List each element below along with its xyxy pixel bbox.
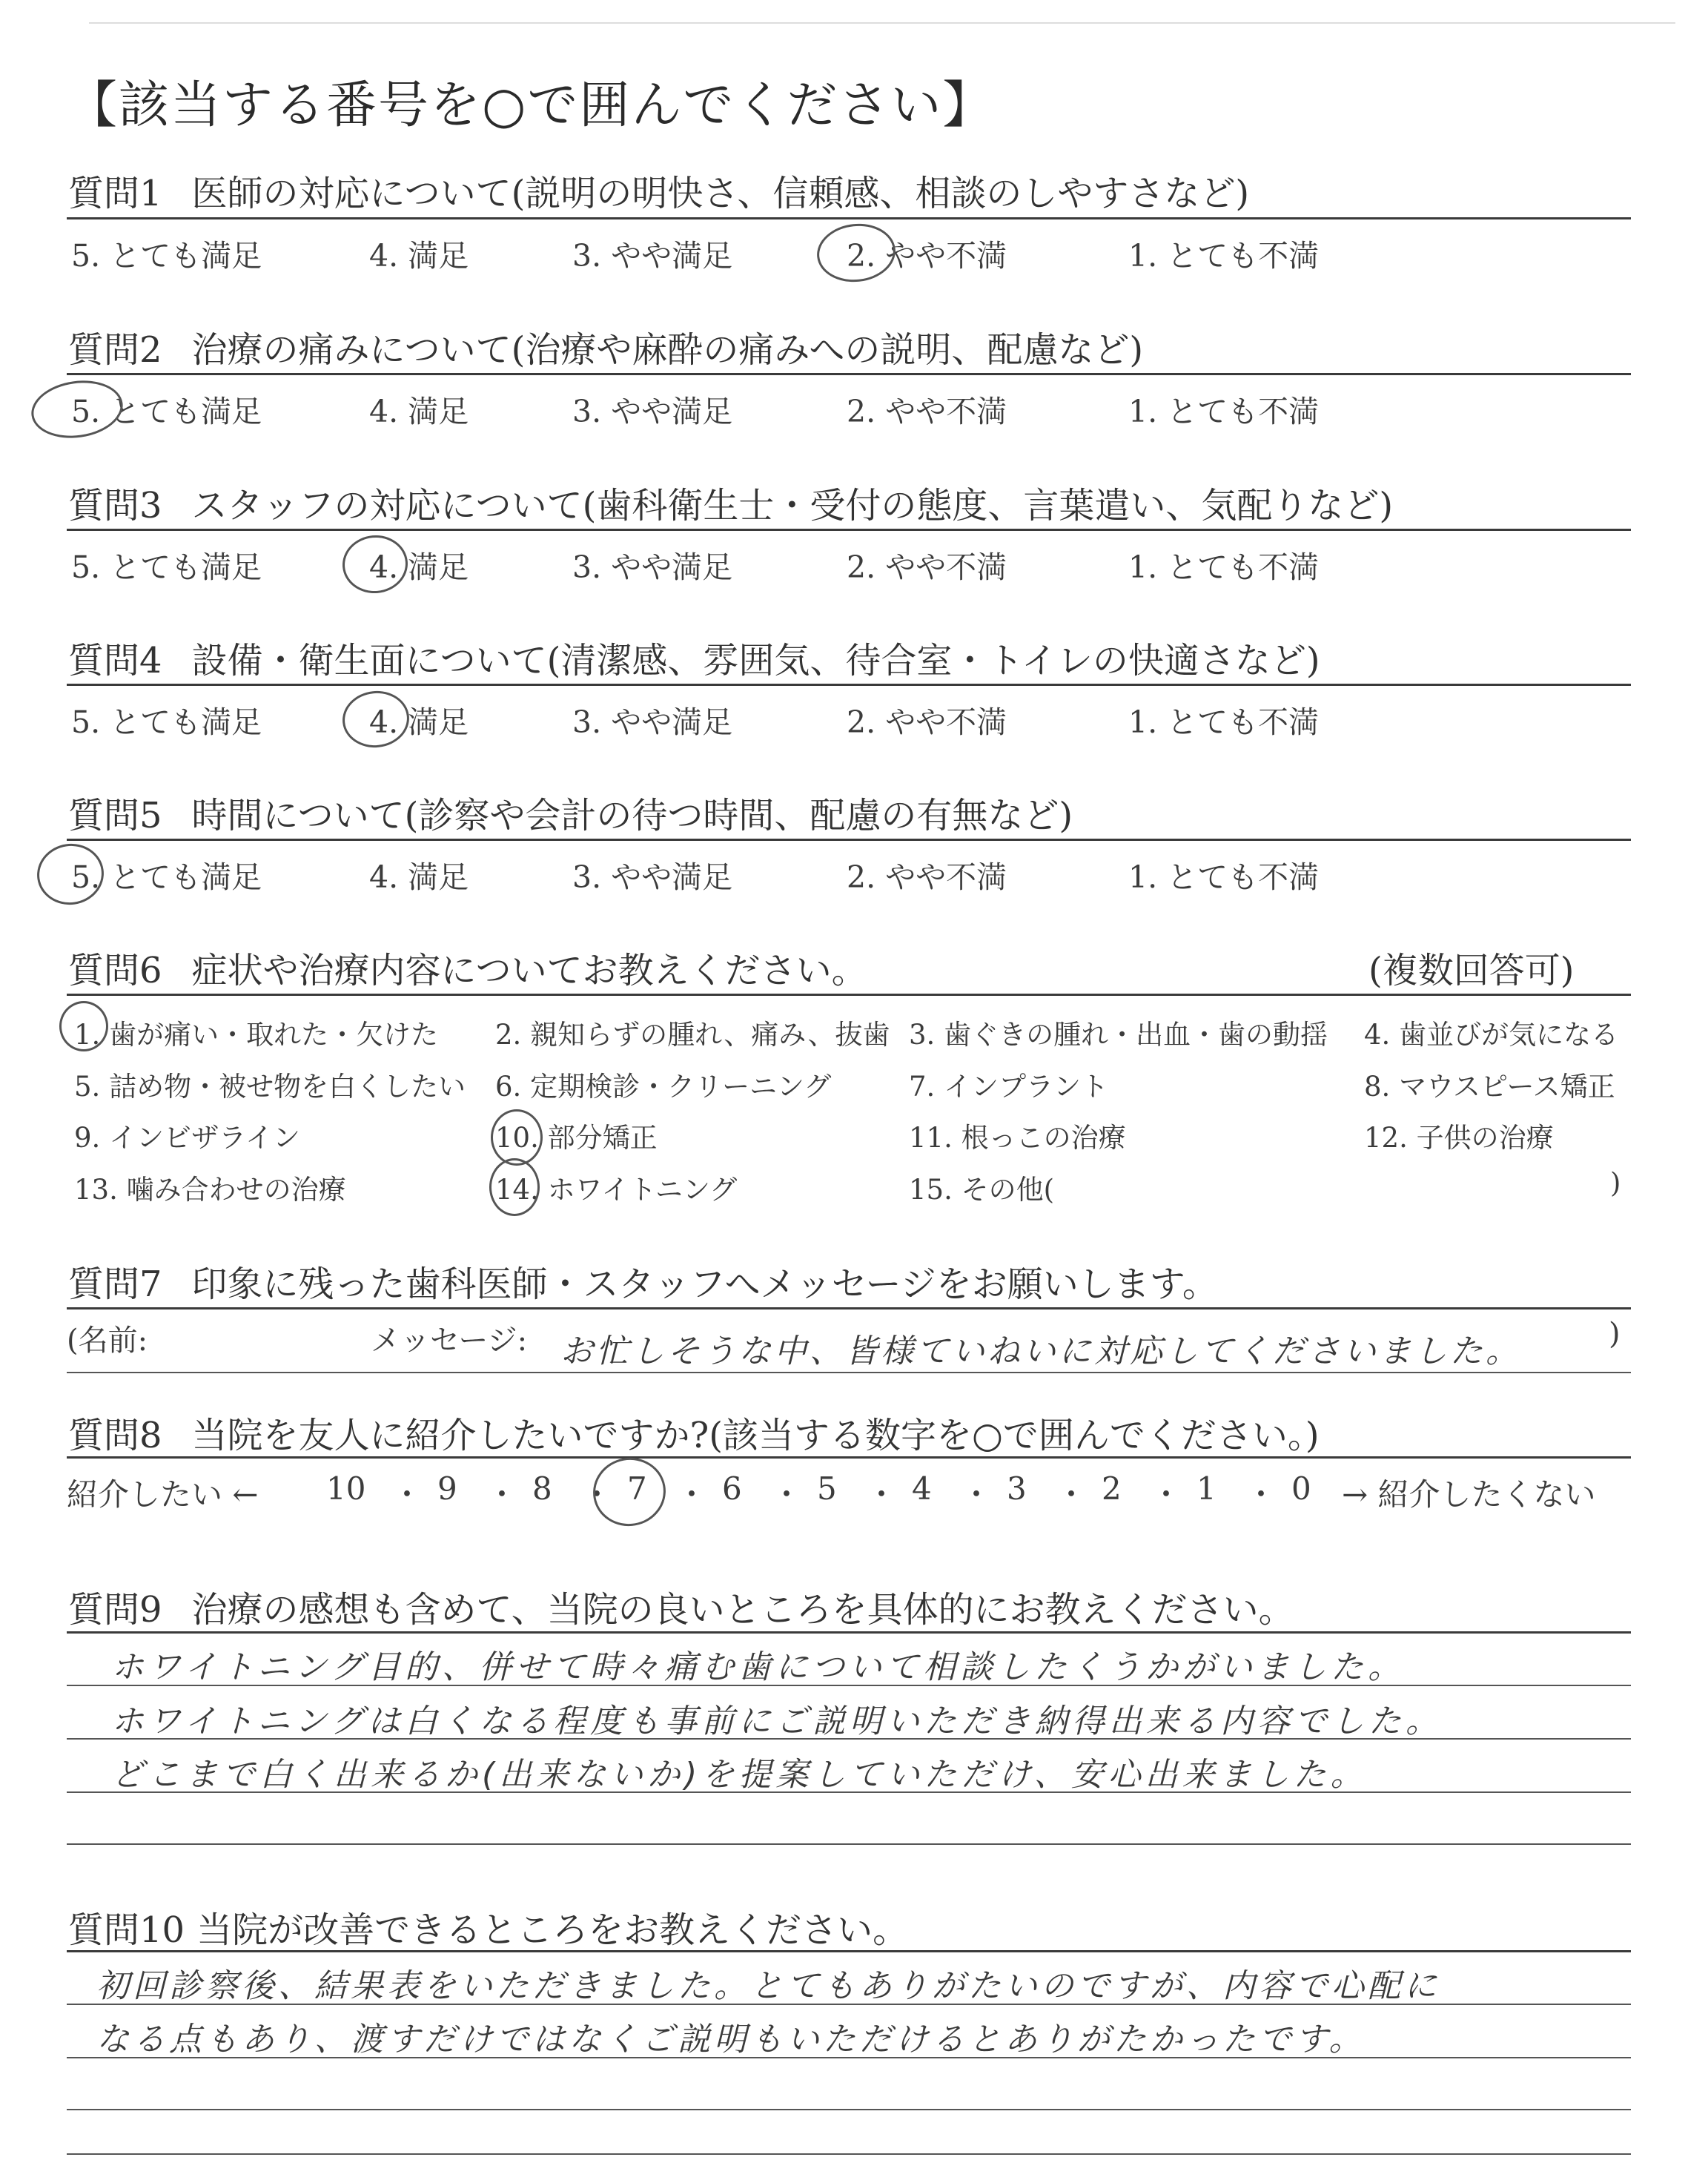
question-label: 質問9 <box>68 1589 162 1631</box>
name-label: (名前: <box>67 1324 148 1358</box>
question-label: 質問2 <box>68 329 162 371</box>
question-rule <box>67 529 1631 531</box>
question-label: 質問4 <box>68 640 162 681</box>
question-text: 治療の痛みについて(治療や麻酔の痛みへの説明、配慮など) <box>191 329 1144 371</box>
q2-option-5[interactable]: 5. とても満足 <box>71 394 262 429</box>
q6-option-5[interactable]: 5. 詰め物・被せ物を白くしたい <box>74 1071 466 1103</box>
scale-1[interactable]: 1 <box>1196 1470 1217 1507</box>
q4-option-2[interactable]: 2. やや不満 <box>847 704 1007 740</box>
question-label: 質問5 <box>68 795 162 836</box>
scale-5[interactable]: 5 <box>817 1470 837 1507</box>
question-label: 質問8 <box>68 1415 162 1456</box>
q5-option-3[interactable]: 3. やや満足 <box>572 859 733 895</box>
q1-option-3[interactable]: 3. やや満足 <box>572 238 733 274</box>
message-close-paren: ) <box>1609 1317 1621 1351</box>
scale-7[interactable]: 7 <box>627 1470 647 1507</box>
q6-option-9[interactable]: 9. インビザライン <box>74 1122 300 1154</box>
q6-option-1[interactable]: 1. 歯が痛い・取れた・欠けた <box>74 1019 439 1051</box>
answer-rule <box>67 2153 1631 2155</box>
question-label: 質問10 <box>68 1909 185 1951</box>
question-rule <box>67 217 1631 219</box>
answer-rule <box>67 2057 1631 2058</box>
question-rule <box>67 1631 1631 1634</box>
q6-option-4[interactable]: 4. 歯並びが気になる <box>1364 1019 1619 1051</box>
question-text: 医師の対応について(説明の明快さ、信頼感、相談のしやすさなど) <box>191 173 1250 214</box>
q5-option-4[interactable]: 4. 満足 <box>369 859 469 895</box>
question-8-heading <box>68 1407 1320 1458</box>
scale-dot: ・ <box>1151 1476 1182 1513</box>
q6-option-11[interactable]: 11. 根っこの治療 <box>909 1122 1126 1154</box>
q6-option-7[interactable]: 7. インプラント <box>909 1071 1109 1103</box>
q4-option-1[interactable]: 1. とても不満 <box>1128 704 1320 740</box>
message-label: メッセージ: <box>371 1324 528 1358</box>
q3-option-1[interactable]: 1. とても不満 <box>1128 549 1320 585</box>
q6-selected-circle-10 <box>491 1109 543 1166</box>
question-10-heading <box>68 1901 908 1952</box>
scale-9[interactable]: 9 <box>437 1470 457 1507</box>
scale-dot: ・ <box>961 1476 993 1513</box>
question-rule <box>67 684 1631 686</box>
message-rule <box>67 1372 1631 1373</box>
q6-option-8[interactable]: 8. マウスピース矯正 <box>1364 1071 1615 1103</box>
q2-option-2[interactable]: 2. やや不満 <box>847 394 1007 429</box>
q9-answer-line-1: ホワイトニング目的、併せて時々痛む歯について相談したくうかがいました。 <box>111 1648 1406 1686</box>
q9-answer-line-3: どこまで白く出来るか(出来ないか)を提案していただけ、安心出来ました。 <box>111 1756 1368 1794</box>
q10-answer-line-1: 初回診察後、結果表をいただきました。とてもありがたいのですが、内容で心配に <box>96 1967 1440 2005</box>
scale-8[interactable]: 8 <box>532 1470 552 1507</box>
q6-option-14[interactable]: 14. ホワイトニング <box>495 1174 738 1206</box>
q6-option-10[interactable]: 10. 部分矯正 <box>495 1122 658 1154</box>
q1-selected-circle <box>814 220 898 286</box>
answer-rule <box>67 2004 1631 2005</box>
q6-option-3[interactable]: 3. 歯ぐきの腫れ・出血・歯の動揺 <box>909 1019 1328 1051</box>
q9-answer-line-2: ホワイトニングは白くなる程度も事前にご説明いただき納得出来る内容でした。 <box>111 1702 1443 1740</box>
question-text: 設備・衛生面について(清潔感、雰囲気、待合室・トイレの快適さなど) <box>191 640 1320 681</box>
q3-option-2[interactable]: 2. やや不満 <box>847 549 1007 585</box>
q5-selected-circle <box>33 839 108 909</box>
question-2-heading <box>68 321 1143 372</box>
q2-option-3[interactable]: 3. やや満足 <box>572 394 733 429</box>
answer-rule <box>67 1791 1631 1793</box>
message-handwritten: お忙しそうな中、皆様ていねいに対応してくださいました。 <box>560 1332 1521 1370</box>
q4-option-5[interactable]: 5. とても満足 <box>71 704 262 740</box>
q6-option-15[interactable]: 15. その他( <box>909 1174 1055 1206</box>
q2-selected-circle <box>27 375 126 444</box>
question-rule <box>67 1307 1631 1309</box>
scale-dot: ・ <box>771 1476 803 1513</box>
question-3-heading <box>68 477 1393 528</box>
scale-dot: ・ <box>581 1476 613 1513</box>
question-4-heading <box>68 632 1320 683</box>
question-9-heading <box>68 1581 1294 1632</box>
question-rule <box>67 373 1631 375</box>
question-rule <box>67 1950 1631 1952</box>
answer-rule <box>67 2109 1631 2110</box>
question-7-heading <box>68 1255 1218 1307</box>
scale-left-label: 紹介したい ← <box>67 1476 259 1513</box>
q1-option-2[interactable]: 2. やや不満 <box>847 238 1007 274</box>
question-label: 質問1 <box>68 173 162 214</box>
scale-dot: ・ <box>391 1476 423 1513</box>
scale-dot: ・ <box>1056 1476 1088 1513</box>
question-text: スタッフの対応について(歯科衛生士・受付の態度、言葉遣い、気配りなど) <box>191 485 1394 526</box>
q6-option-15-close: ) <box>1610 1167 1621 1199</box>
multiple-answer-note: (複数回答可) <box>1368 950 1575 991</box>
q1-option-4[interactable]: 4. 満足 <box>369 238 469 274</box>
question-rule <box>67 839 1631 841</box>
q6-option-13[interactable]: 13. 噛み合わせの治療 <box>74 1174 346 1206</box>
q3-option-3[interactable]: 3. やや満足 <box>572 549 733 585</box>
scale-4[interactable]: 4 <box>912 1470 932 1507</box>
q2-option-1[interactable]: 1. とても不満 <box>1128 394 1320 429</box>
q3-option-4[interactable]: 4. 満足 <box>369 549 469 585</box>
question-label: 質問6 <box>68 950 162 991</box>
q4-option-4[interactable]: 4. 満足 <box>369 704 469 740</box>
answer-rule <box>67 1738 1631 1740</box>
scale-right-label: → 紹介したくない <box>1342 1476 1596 1513</box>
q3-option-5[interactable]: 5. とても満足 <box>71 549 262 585</box>
page-title: 【該当する番号を○で囲んでください】 <box>67 76 995 135</box>
q6-option-2[interactable]: 2. 親知らずの腫れ、痛み、抜歯 <box>495 1019 890 1051</box>
scale-0[interactable]: 0 <box>1291 1470 1311 1507</box>
answer-rule <box>67 1843 1631 1845</box>
scale-6[interactable]: 6 <box>722 1470 742 1507</box>
question-text: 症状や治療内容についてお教えください。 <box>191 950 867 991</box>
q10-answer-line-2: なる点もあり、渡すだけではなくご説明もいただけるとありがたかったです。 <box>96 2021 1366 2058</box>
q5-option-1[interactable]: 1. とても不満 <box>1128 859 1320 895</box>
q5-option-5[interactable]: 5. とても満足 <box>71 859 262 895</box>
scale-dot: ・ <box>486 1476 518 1513</box>
question-1-heading <box>68 165 1249 216</box>
question-text: 当院を友人に紹介したいですか?(該当する数字を○で囲んでください。) <box>191 1415 1320 1456</box>
question-label: 質問7 <box>68 1264 162 1305</box>
question-rule <box>67 994 1631 996</box>
answer-rule <box>67 1685 1631 1686</box>
scale-3[interactable]: 3 <box>1007 1470 1027 1507</box>
question-6-heading <box>68 942 867 993</box>
scale-dot: ・ <box>1245 1476 1277 1513</box>
q6-selected-circle-14 <box>489 1158 540 1216</box>
question-label: 質問3 <box>68 485 162 526</box>
q1-option-5[interactable]: 5. とても満足 <box>71 238 262 274</box>
question-text: 当院が改善できるところをお教えください。 <box>196 1909 909 1951</box>
q6-option-6[interactable]: 6. 定期検診・クリーニング <box>495 1071 832 1103</box>
q1-option-1[interactable]: 1. とても不満 <box>1128 238 1320 274</box>
q8-selected-circle <box>588 1452 671 1532</box>
q2-option-4[interactable]: 4. 満足 <box>369 394 469 429</box>
scale-10[interactable]: 10 <box>326 1470 366 1507</box>
q6-option-12[interactable]: 12. 子供の治療 <box>1364 1122 1554 1154</box>
question-text: 治療の感想も含めて、当院の良いところを具体的にお教えください。 <box>191 1589 1294 1631</box>
scale-dot: ・ <box>676 1476 708 1513</box>
q4-option-3[interactable]: 3. やや満足 <box>572 704 733 740</box>
question-text: 時間について(診察や会計の待つ時間、配慮の有無など) <box>191 795 1073 836</box>
q6-selected-circle-1 <box>59 1001 108 1051</box>
scale-2[interactable]: 2 <box>1102 1470 1122 1507</box>
q5-option-2[interactable]: 2. やや不満 <box>847 859 1007 895</box>
scale-dot: ・ <box>866 1476 898 1513</box>
question-text: 印象に残った歯科医師・スタッフへメッセージをお願いします。 <box>191 1264 1218 1305</box>
question-5-heading <box>68 787 1073 838</box>
top-rule <box>89 22 1675 24</box>
question-rule <box>67 1456 1631 1459</box>
